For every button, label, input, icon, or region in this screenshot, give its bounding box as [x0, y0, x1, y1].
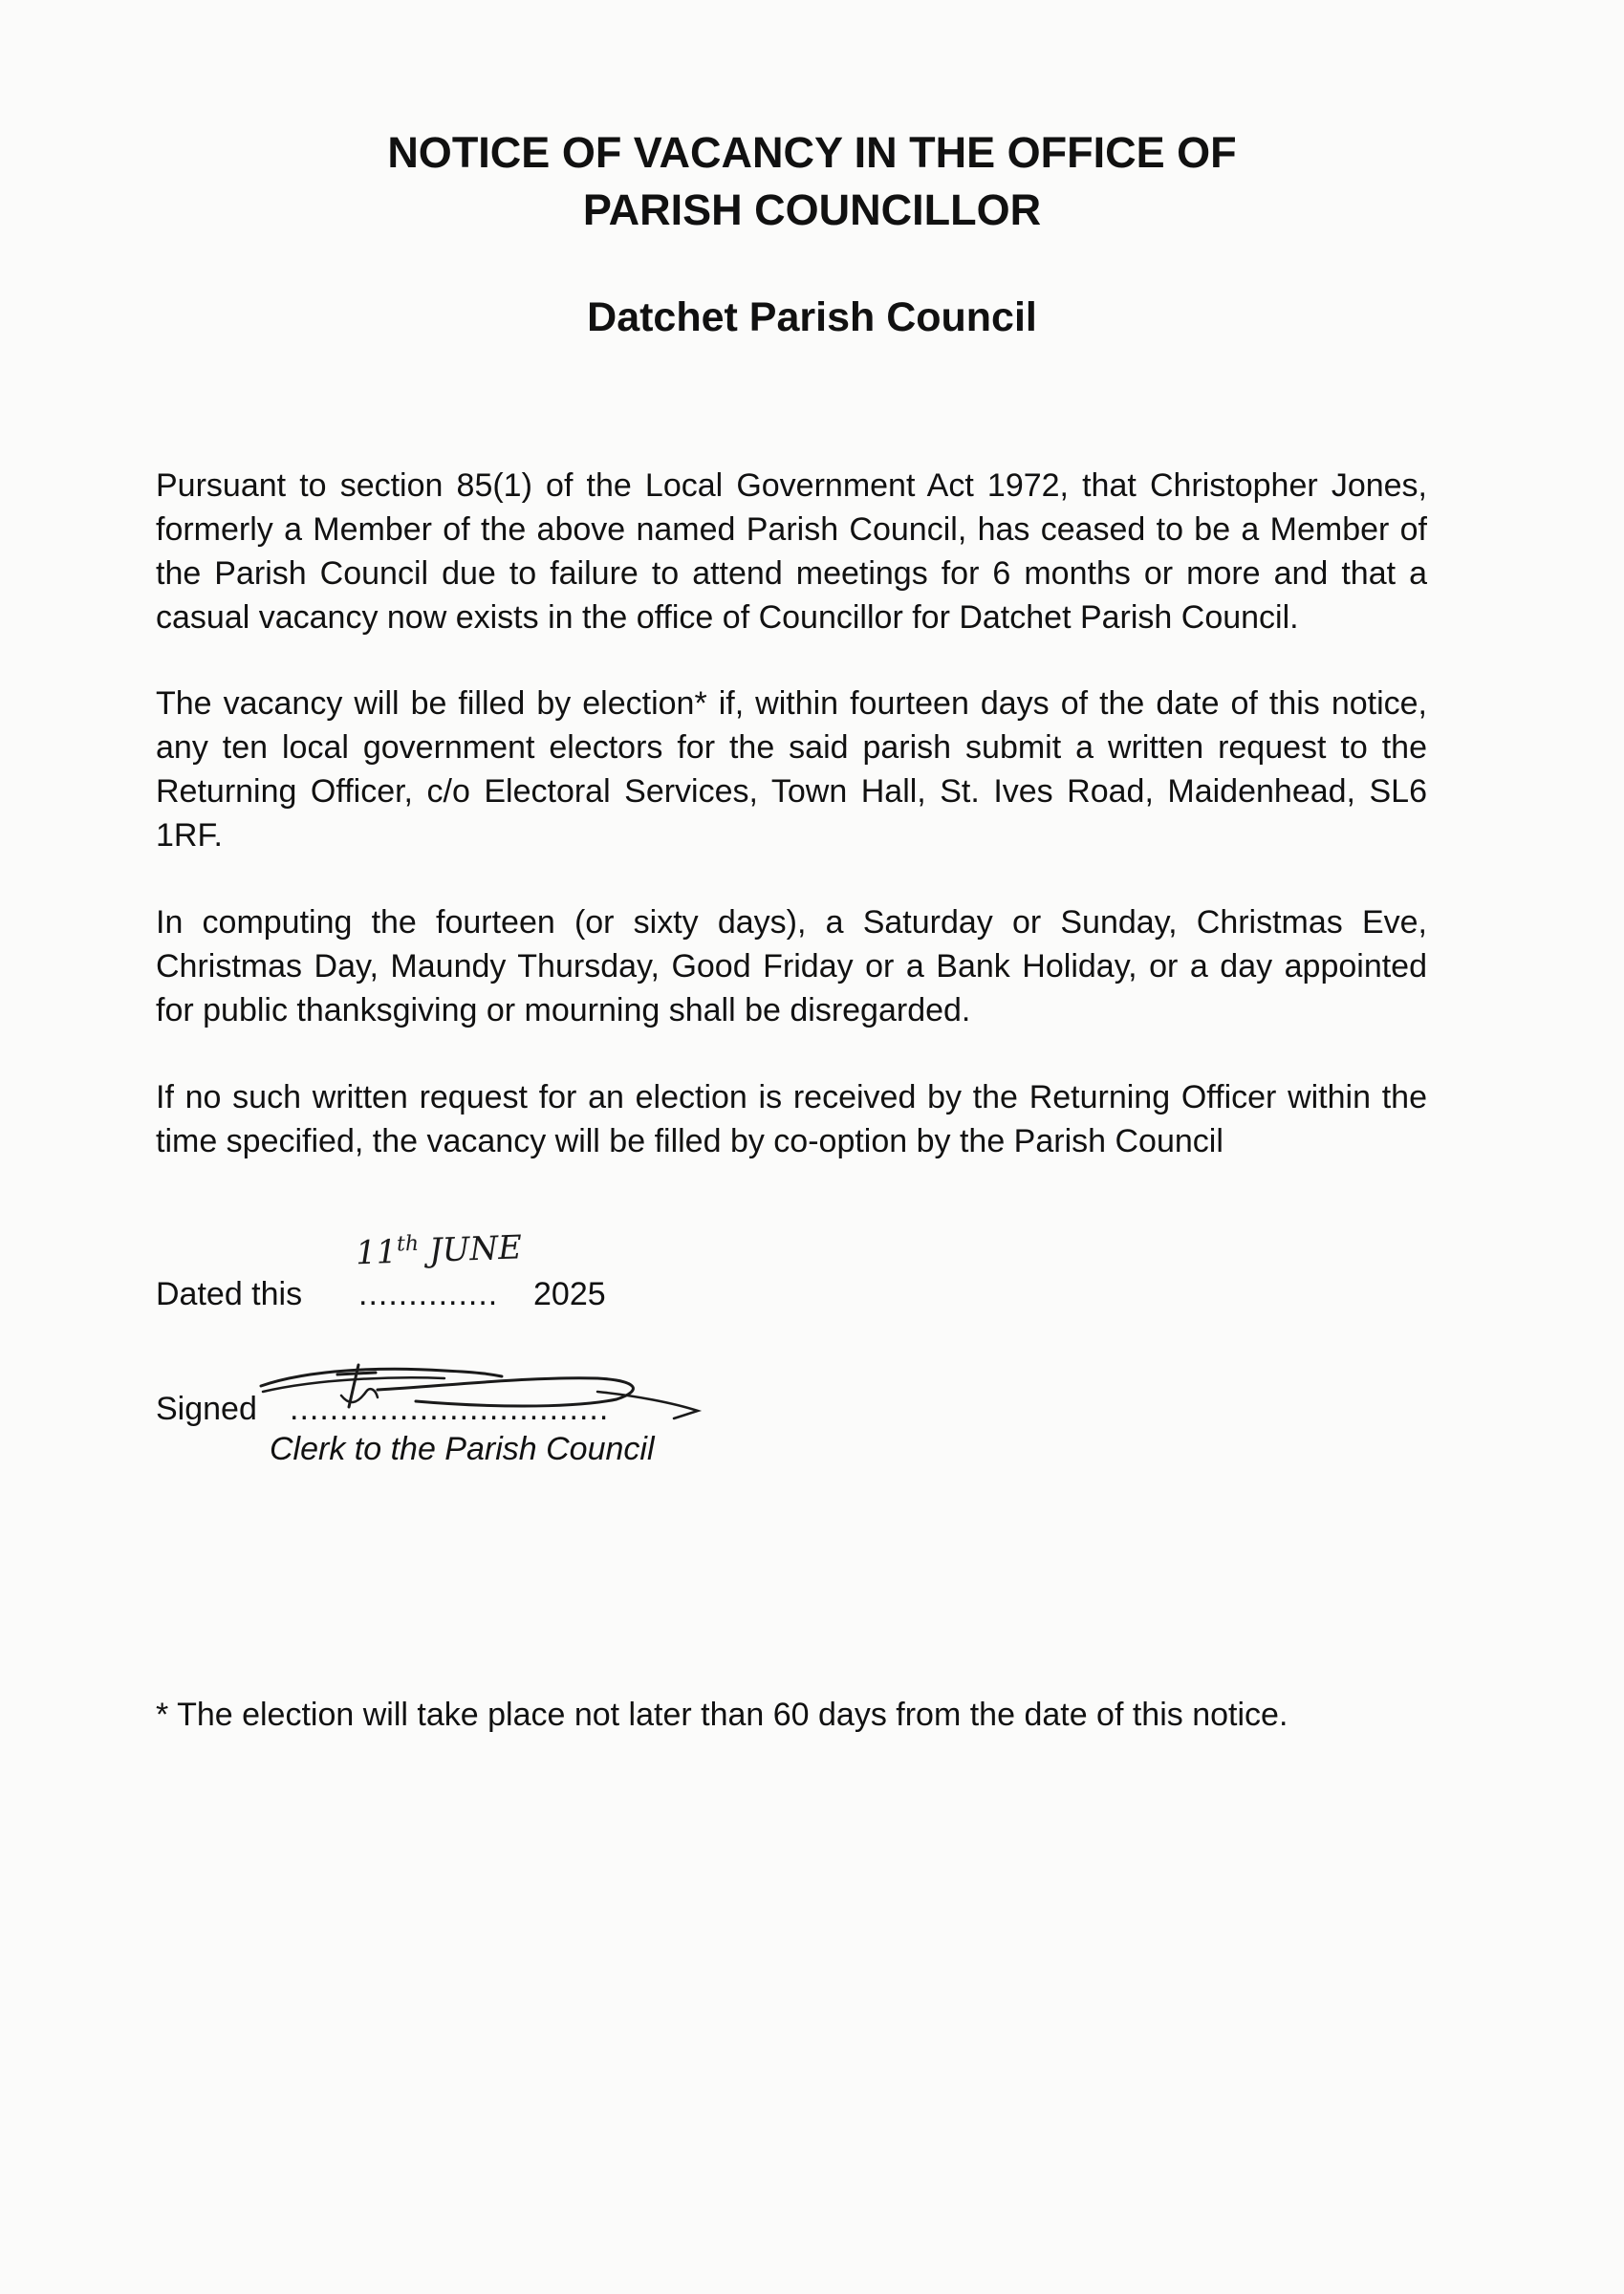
signed-label: Signed [156, 1391, 257, 1427]
handwritten-date [355, 1228, 522, 1272]
paragraph-computing-days: In computing the fourteen (or sixty days), a Saturday or Sunday, Christmas Eve, Christmas Day, Maundy Thursday, Good Friday or a Bank Holiday, or a day appointed for public thanksgiving or mourning shall be disregarded. [156, 904, 1427, 1028]
dated-label: Dated this [156, 1276, 303, 1312]
handwritten-day-suffix: th [396, 1231, 420, 1257]
handwritten-day: 11 [355, 1232, 398, 1273]
dated-year: 2025 [533, 1276, 606, 1312]
council-name: Datchet Parish Council [587, 294, 1037, 340]
paragraph-co-option: If no such written request for an election is received by the Returning Officer within the time specified, the vacancy will be filled by co-option by the Parish Council [156, 1079, 1427, 1159]
handwritten-signature [253, 1357, 712, 1424]
handwritten-month: JUNE [428, 1228, 523, 1270]
signed-dots: ................................ [290, 1391, 610, 1427]
paragraph-election-request: The vacancy will be filled by election* if, within fourteen days of the date of this notice, any ten local government electors for the said parish submit a written request to the Returning Officer, c/o Electoral Services, Town Hall, St. Ives Road, Maidenhead, SL6 1RF. [156, 685, 1427, 854]
notice-title-line-1: NOTICE OF VACANCY IN THE OFFICE OF [387, 128, 1237, 177]
dated-dots: .............. [358, 1276, 499, 1312]
notice-title [0, 124, 1624, 239]
notice-title-line-2: PARISH COUNCILLOR [582, 185, 1042, 234]
paragraph-vacancy-statement: Pursuant to section 85(1) of the Local Government Act 1972, that Christopher Jones, formerly a Member of the above named Parish Council, has ceased to be a Member of the Parish Council due to failure to attend meetings for 6 months or more and that a casual vacancy now exists in the office of Councillor for Datchet Parish Council. [156, 467, 1427, 636]
footnote: * The election will take place not later than 60 days from the date of this notice. [156, 1697, 1288, 1733]
clerk-title: Clerk to the Parish Council [270, 1431, 655, 1467]
